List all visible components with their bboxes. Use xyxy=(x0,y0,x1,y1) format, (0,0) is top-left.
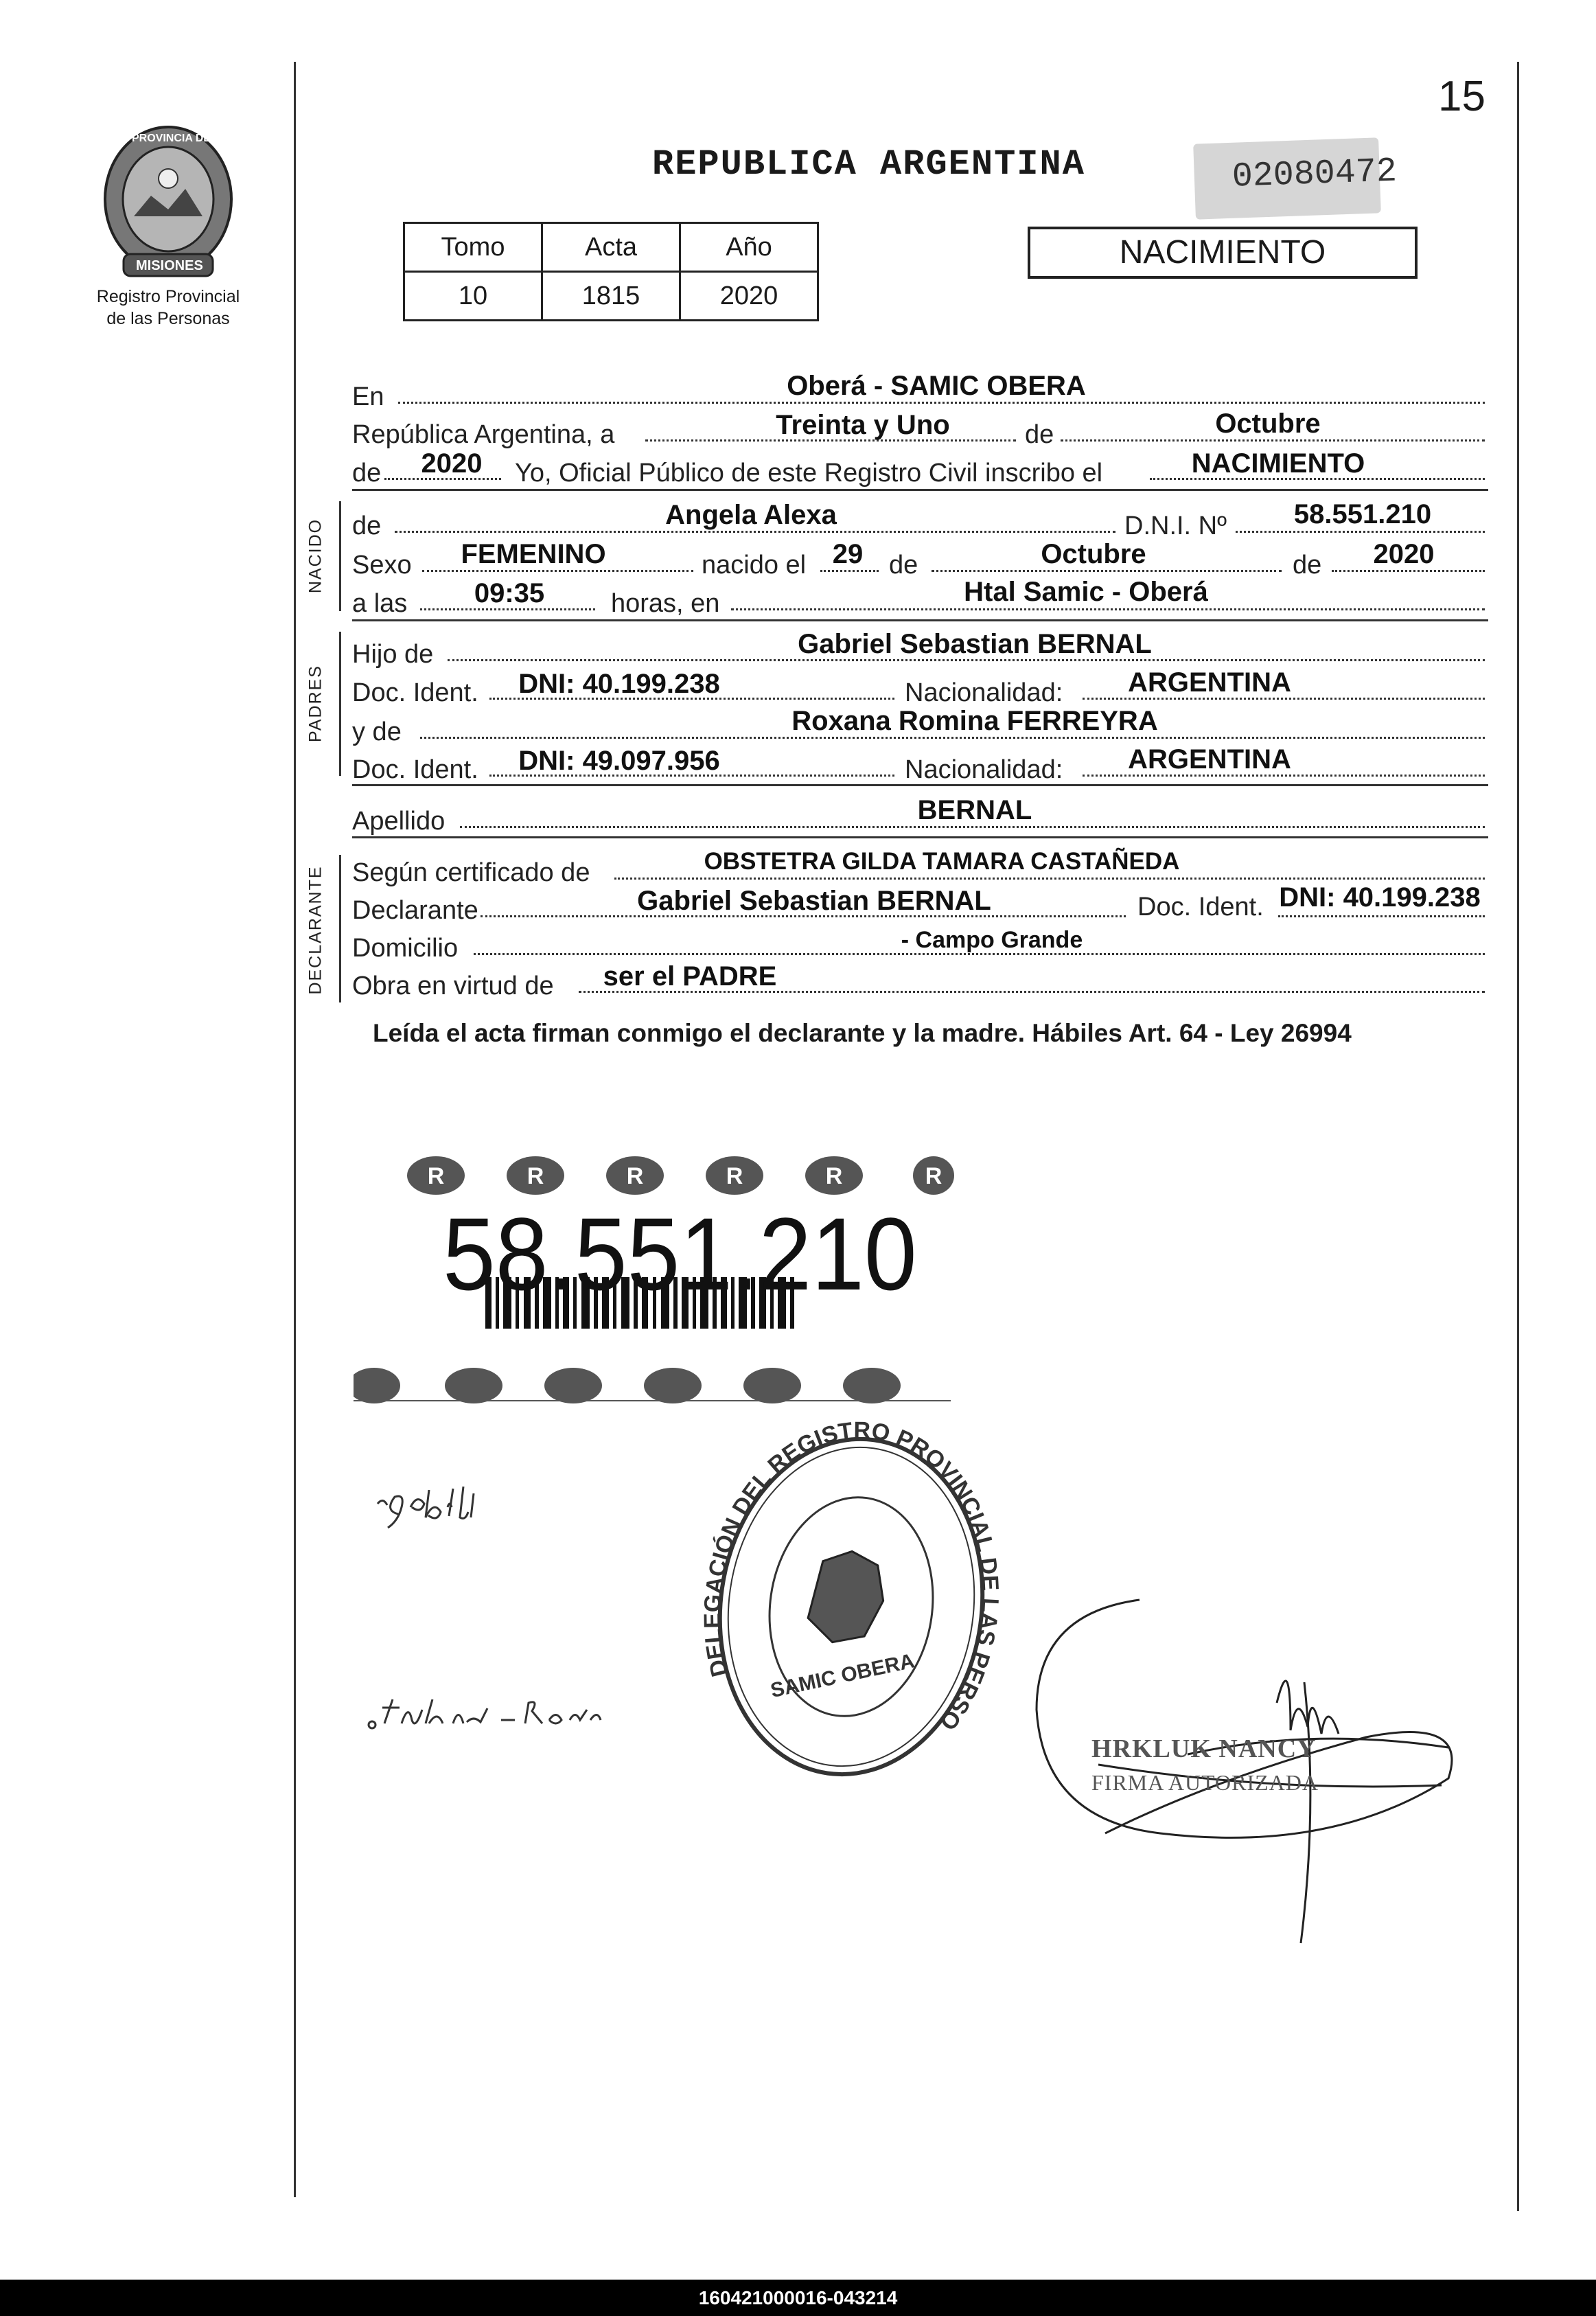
left-margin-line xyxy=(294,62,296,2197)
serial-number: 02080472 xyxy=(1231,152,1398,197)
apellido-value: BERNAL xyxy=(917,795,1032,825)
padres-bracket xyxy=(339,632,341,776)
stamp-caption: FIRMA AUTORIZADA xyxy=(1091,1770,1319,1795)
birth-year-value: 2020 xyxy=(1373,539,1435,569)
authorized-signature xyxy=(1016,1579,1469,1950)
svg-text:R: R xyxy=(427,1163,445,1189)
name-line xyxy=(395,531,1115,533)
svg-text:R: R xyxy=(527,1163,544,1189)
cert-label: Según certificado de xyxy=(352,858,590,887)
svg-text:R: R xyxy=(925,1163,942,1189)
father-doc-label: Doc. Ident. xyxy=(352,678,478,707)
issuer-line-2: de las Personas xyxy=(106,309,230,328)
mother-doc-value: DNI: 49.097.956 xyxy=(518,746,720,776)
nacido-de-label-3: de xyxy=(1293,551,1322,580)
mother-signature xyxy=(364,1689,625,1747)
place-line xyxy=(731,608,1485,610)
sexo-label: Sexo xyxy=(352,551,412,580)
nacido-bracket xyxy=(339,501,341,611)
nacido-de-label-2: de xyxy=(889,551,918,580)
en-value: Oberá - SAMIC OBERA xyxy=(787,371,1086,401)
sexo-line xyxy=(422,570,693,572)
page-number: 15 xyxy=(1438,73,1485,120)
table-header-acta: Acta xyxy=(542,223,680,272)
yo-text: Yo, Oficial Público de este Registro Civil inscribo el xyxy=(515,459,1103,488)
father-doc-value: DNI: 40.199.238 xyxy=(518,669,720,699)
nacido-de-label: de xyxy=(352,512,382,540)
declarante-section-label: DECLARANTE xyxy=(305,865,325,995)
horas-label: horas, en xyxy=(611,589,720,618)
domicilio-label: Domicilio xyxy=(352,934,459,963)
seal-arc-text: DELEGACIÓN DEL REGISTRO PROVINCIAL DE LAS PERSONAS xyxy=(699,1417,1004,1735)
svg-text:R: R xyxy=(626,1163,644,1189)
right-margin-line xyxy=(1517,62,1519,2211)
birth-month-line xyxy=(932,570,1282,572)
svg-text:R: R xyxy=(825,1163,843,1189)
mother-name-value: Roxana Romina FERREYRA xyxy=(791,706,1158,736)
declarant-signature xyxy=(371,1476,529,1535)
declarante-doc-value: DNI: 40.199.238 xyxy=(1279,882,1481,913)
mother-line xyxy=(420,737,1485,739)
apellido-label: Apellido xyxy=(352,807,446,836)
dni-label: D.N.I. Nº xyxy=(1124,512,1227,540)
sexo-value: FEMENINO xyxy=(461,539,606,569)
svg-text:R: R xyxy=(726,1163,743,1189)
y-de-label: y de xyxy=(352,718,402,746)
document-title: REPUBLICA ARGENTINA xyxy=(652,144,1085,185)
declarante-value: Gabriel Sebastian BERNAL xyxy=(637,886,991,916)
barcode-number: 58.551.210 xyxy=(443,1196,917,1311)
table-value-acta: 1815 xyxy=(542,272,680,321)
en-label: En xyxy=(352,382,384,411)
birth-place-value: Htal Samic - Oberá xyxy=(964,577,1208,607)
birth-year-line xyxy=(1332,570,1485,572)
domicilio-value: - Campo Grande xyxy=(901,927,1083,953)
closing-text: Leída el acta firman conmigo el declarante y la madre. Hábiles Art. 64 - Ley 26994 xyxy=(373,1019,1352,1047)
table-header-anio: Año xyxy=(680,223,818,272)
declarante-doc-label: Doc. Ident. xyxy=(1137,893,1264,921)
father-nationality-value: ARGENTINA xyxy=(1128,667,1291,698)
en-line xyxy=(398,402,1485,404)
provincial-seal-logo xyxy=(96,120,240,282)
father-nac-label: Nacionalidad: xyxy=(905,678,1063,707)
type-value: NACIMIENTO xyxy=(1191,448,1365,479)
alas-label: a las xyxy=(352,589,408,618)
nacido-el-label: nacido el xyxy=(702,551,807,580)
mother-nac-label: Nacionalidad: xyxy=(905,755,1063,784)
birth-day-line xyxy=(820,570,879,572)
declarante-doc-line xyxy=(1278,915,1485,917)
issuer-line-1: Registro Provincial xyxy=(96,287,240,306)
official-seal xyxy=(671,1395,1031,1818)
month-line xyxy=(1061,439,1485,442)
declarante-label: Declarante xyxy=(352,896,478,925)
birth-day-value: 29 xyxy=(832,539,864,569)
hijo-de-label: Hijo de xyxy=(352,640,434,669)
birth-month-value: Octubre xyxy=(1041,539,1146,569)
section-divider-3 xyxy=(352,784,1488,786)
obra-label: Obra en virtud de xyxy=(352,972,554,1000)
padres-section-label: PADRES xyxy=(305,665,325,742)
seal-text-bottom: MISIONES xyxy=(136,258,203,273)
table-value-tomo: 10 xyxy=(404,272,542,321)
day-value: Treinta y Uno xyxy=(776,410,950,440)
table-value-anio: 2020 xyxy=(680,272,818,321)
cert-value: OBSTETRA GILDA TAMARA CASTAÑEDA xyxy=(704,848,1180,875)
declarante-bracket xyxy=(339,855,341,1002)
mother-doc-label: Doc. Ident. xyxy=(352,755,478,784)
table-header-tomo: Tomo xyxy=(404,223,542,272)
de-label: de xyxy=(1025,420,1054,449)
serial-stamp xyxy=(1193,137,1398,219)
seal-bottom-text: SAMIC OBERA xyxy=(768,1649,917,1703)
cert-line xyxy=(614,878,1485,880)
apellido-line xyxy=(460,826,1485,828)
month-value: Octubre xyxy=(1215,409,1321,439)
nacido-section-label: NACIDO xyxy=(305,518,325,594)
mother-nationality-value: ARGENTINA xyxy=(1128,744,1291,775)
dni-line xyxy=(1236,531,1485,533)
de2-label: de xyxy=(352,459,382,488)
section-divider-1 xyxy=(352,489,1488,491)
section-divider-4 xyxy=(352,836,1488,838)
year-value: 2020 xyxy=(421,448,483,479)
seal-text-top: PROVINCIA DE xyxy=(132,133,211,144)
section-divider-2 xyxy=(352,619,1488,621)
child-dni-value: 58.551.210 xyxy=(1293,499,1432,529)
footer-code: 160421000016-043214 xyxy=(0,2280,1596,2316)
republica-label: República Argentina, a xyxy=(352,420,615,449)
birth-time-value: 09:35 xyxy=(474,578,545,608)
obra-value: ser el PADRE xyxy=(603,961,777,991)
child-name-value: Angela Alexa xyxy=(665,500,837,530)
record-type-box: NACIMIENTO xyxy=(1028,227,1418,279)
father-name-value: Gabriel Sebastian BERNAL xyxy=(798,629,1152,659)
barcode-sticker xyxy=(354,1147,954,1404)
reference-table xyxy=(403,222,819,321)
stamp-name: HRKLUK NANCY xyxy=(1091,1734,1317,1763)
